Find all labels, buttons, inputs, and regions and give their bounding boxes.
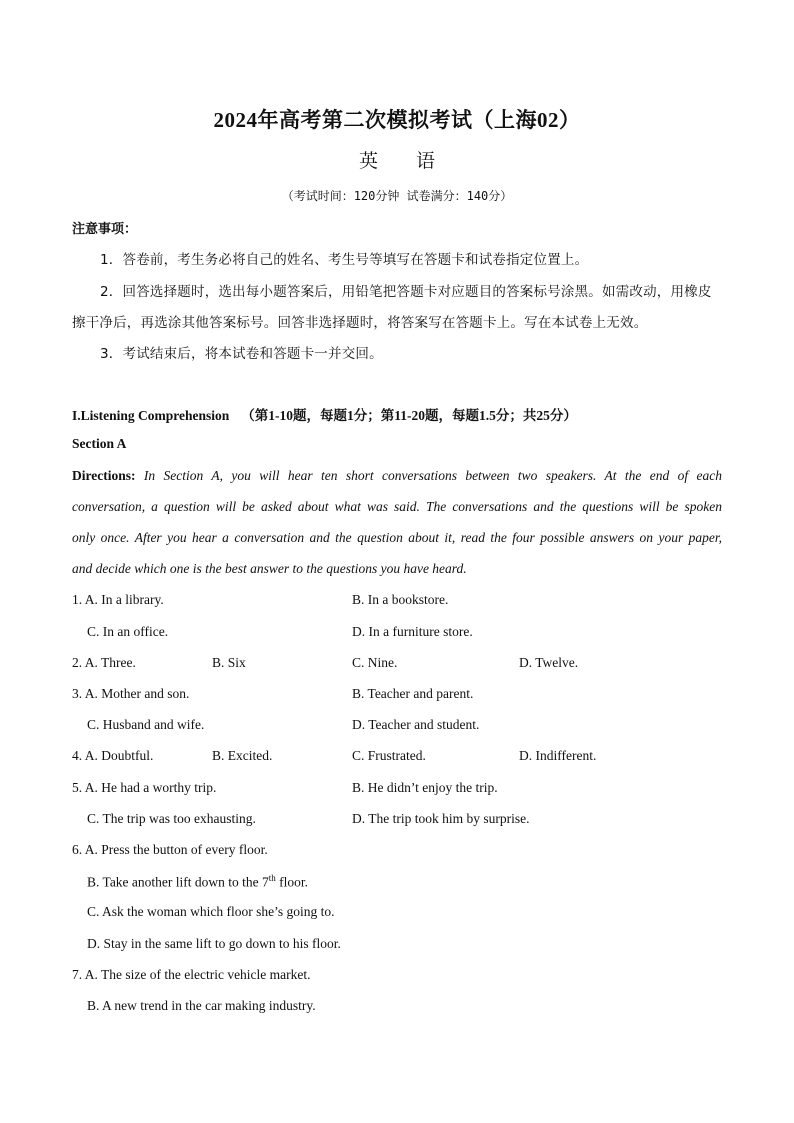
exam-info: （考试时间：120分钟 试卷满分：140分） [281, 189, 513, 203]
exam-title: 2024年高考第二次模拟考试（上海02） [213, 108, 581, 132]
section-heading [72, 404, 577, 424]
q3-option-c: C. Husband and wife. [87, 717, 205, 732]
directions-label: Directions: [72, 468, 136, 483]
q7-option-b: B. A new trend in the car making industry. [87, 998, 316, 1013]
q3-option-d: D. Teacher and student. [352, 717, 480, 732]
directions-line-2: conversation, a question will be asked about what was said. The conversations and the questions will be spoken [72, 499, 722, 514]
notice-item-2-line-2: 擦干净后，再选涂其他答案标号。回答非选择题时，将答案写在答题卡上。写在本试卷上无效。 [72, 315, 648, 331]
superscript: th [268, 873, 276, 883]
notice-heading: 注意事项： [72, 222, 138, 237]
subject-title [0, 146, 794, 173]
q4-option-a: 4. A. Doubtful. [72, 748, 154, 763]
subject-char-2: 语 [416, 150, 436, 172]
directions-line-1: Directions: In Section A, you will hear ten short conversations between two speakers. At the end of each [72, 468, 722, 483]
q2-option-c: C. Nine. [352, 655, 398, 670]
q1-option-a: 1. A. In a library. [72, 592, 164, 607]
q5-option-c: C. The trip was too exhausting. [87, 811, 256, 826]
notice-item-1: 1．答卷前，考生务必将自己的姓名、考生号等填写在答题卡和试卷指定位置上。 [100, 252, 589, 268]
directions-line-4: and decide which one is the best answer to the questions you have heard. [72, 561, 467, 576]
q7-option-a: 7. A. The size of the electric vehicle market. [72, 967, 311, 982]
q2-option-d: D. Twelve. [519, 655, 579, 670]
q6-option-a: 6. A. Press the button of every floor. [72, 842, 268, 857]
q1-option-b: B. In a bookstore. [352, 592, 449, 607]
q1-option-c: C. In an office. [87, 624, 169, 639]
q3-option-b: B. Teacher and parent. [352, 686, 474, 701]
q1-option-d: D. In a furniture store. [352, 624, 473, 639]
q5-option-a: 5. A. He had a worthy trip. [72, 780, 217, 795]
q4-option-b: B. Excited. [212, 748, 273, 763]
q2-option-a: 2. A. Three. [72, 655, 136, 670]
q5-option-b: B. He didn’t enjoy the trip. [352, 780, 498, 795]
directions-line-3: only once. After you hear a conversation and the question about it, read the four possible answers on your paper, [72, 530, 722, 545]
q4-option-d: D. Indifferent. [519, 748, 597, 763]
q4-option-c: C. Frustrated. [352, 748, 426, 763]
q6-option-c: C. Ask the woman which floor she’s going to. [87, 904, 335, 919]
notice-item-2-line-1: 2．回答选择题时，选出每小题答案后，用铅笔把答题卡对应题目的答案标号涂黑。如需改动，用橡皮 [100, 284, 712, 300]
notice-item-3: 3．考试结束后，将本试卷和答题卡一并交回。 [100, 346, 383, 362]
q2-option-b: B. Six [212, 655, 246, 670]
q6-option-b: B. Take another lift down to the 7th floor. [87, 873, 309, 890]
section-score: （第1-10题，每题1分；第11-20题，每题1.5分；共25分） [241, 408, 577, 423]
q5-option-d: D. The trip took him by surprise. [352, 811, 530, 826]
q3-option-a: 3. A. Mother and son. [72, 686, 190, 701]
subject-char-1: 英 [358, 150, 378, 172]
q6-option-d: D. Stay in the same lift to go down to his floor. [87, 936, 341, 951]
section-title: I.Listening Comprehension [72, 408, 230, 423]
subsection-title: Section A [72, 436, 127, 451]
